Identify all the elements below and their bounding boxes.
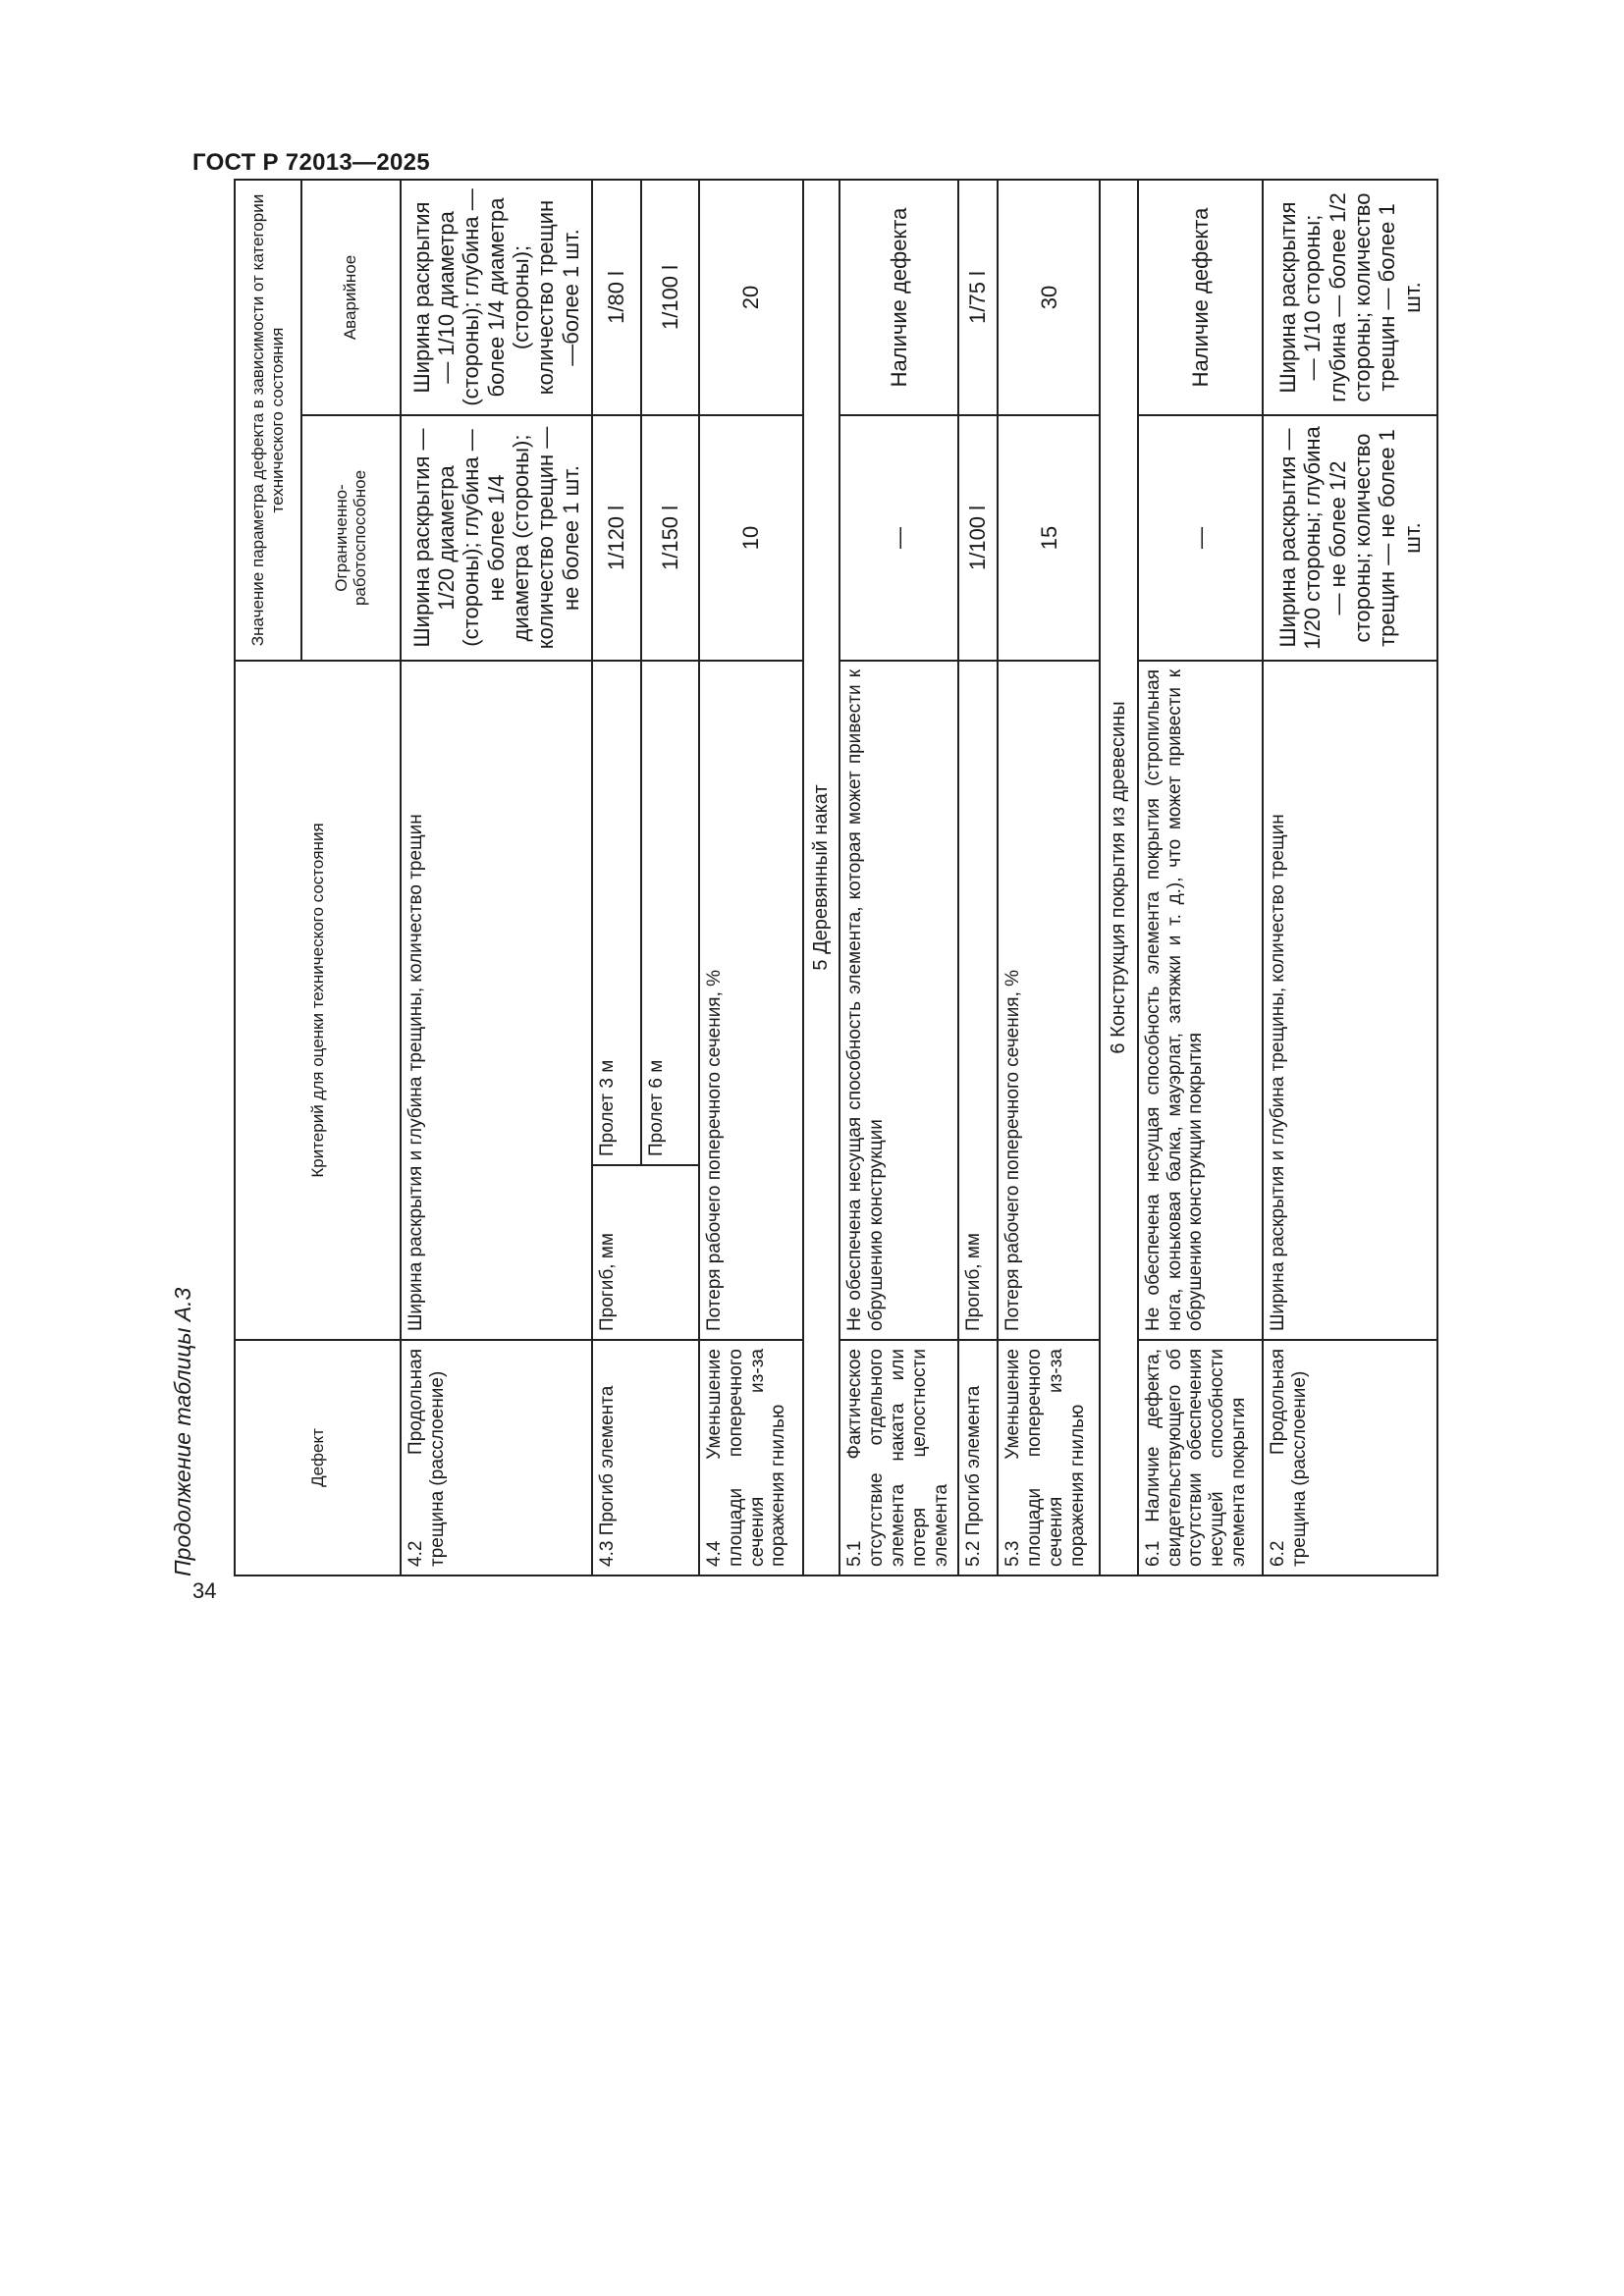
header-criterion: Критерий для оценки технического состояния	[235, 661, 401, 1340]
table-section-row	[1100, 180, 1137, 1575]
defect-4-3: 4.3 Прогиб элемента	[592, 1340, 699, 1575]
section-6-title: 6 Конструкция покрытия из древесины	[1100, 180, 1137, 1575]
limited-6-1: —	[1138, 415, 1263, 661]
criterion-5-3: Потеря рабочего поперечного сечения, %	[998, 661, 1100, 1340]
defect-5-2: 5.2 Прогиб элемента	[958, 1340, 998, 1575]
span-3m: Пролет 3 м	[592, 661, 642, 1165]
limited-5-3: 15	[998, 415, 1100, 661]
table-row	[592, 180, 642, 1575]
criterion-4-2: Ширина раскрытия и глубина трещины, количество трещин	[401, 661, 592, 1340]
defect-6-1: 6.1 Наличие дефекта, свидетельствующего об отсутствии обеспечения несущей способности элемента покрытия	[1138, 1340, 1263, 1575]
header-parameter-group: Значение параметра дефекта в зависимости от категории технического состояния	[235, 180, 301, 661]
defect-5-3: 5.3 Уменьшение площади поперечного сечения из-за поражения гнилью	[998, 1340, 1100, 1575]
table-row	[1263, 180, 1437, 1575]
criterion-4-3: Прогиб, мм	[592, 1165, 699, 1340]
header-defect: Дефект	[235, 1340, 401, 1575]
emergency-4-4: 20	[699, 180, 803, 415]
section-5-title: 5 Деревянный накат	[803, 180, 839, 1575]
table-row	[699, 180, 803, 1575]
table-section-row	[803, 180, 839, 1575]
page-number: 34	[192, 1578, 217, 1603]
table-row	[1138, 180, 1263, 1575]
table-row	[998, 180, 1100, 1575]
emergency-5-3: 30	[998, 180, 1100, 415]
table-header-row	[235, 180, 301, 1575]
table-row	[401, 180, 592, 1575]
limited-4-3-span6: 1/150 l	[641, 415, 699, 661]
limited-4-4: 10	[699, 415, 803, 661]
emergency-6-2: Ширина раскрытия — 1/10 стороны; глубина — более 1/2 стороны; количество трещин — более 1 шт.	[1263, 180, 1437, 415]
emergency-4-2: Ширина раскрытия — 1/10 диаметра (стороны); глубина — более 1/4 диаметра (стороны); количество трещин —более 1 шт.	[401, 180, 592, 415]
defect-6-2: 6.2 Продольная трещина (расслоение)	[1263, 1340, 1437, 1575]
defect-4-2: 4.2 Продольная трещина (расслоение)	[401, 1340, 592, 1575]
criterion-6-1: Не обеспечена несущая способность элемента покрытия (стропильная нога, коньковая балка, мауэрлат, затяжки и т. д.), что может привести к обрушению конструкции покрытия	[1138, 661, 1263, 1340]
criterion-6-2: Ширина раскрытия и глубина трещины, количество трещин	[1263, 661, 1437, 1340]
table-row	[958, 180, 998, 1575]
limited-6-2: Ширина раскрытия — 1/20 стороны; глубина — не более 1/2 стороны; количество трещин — не более 1 шт.	[1263, 415, 1437, 661]
limited-5-2: 1/100 l	[958, 415, 998, 661]
table-caption: Продолжение таблицы А.3	[170, 1287, 195, 1576]
criterion-5-2: Прогиб, мм	[958, 661, 998, 1340]
emergency-5-2: 1/75 l	[958, 180, 998, 415]
header-limited: Ограниченно-работоспособное	[301, 415, 401, 661]
defect-5-1: 5.1 Фактическое отсутствие отдельного элемента наката или потеря целостности элемента	[839, 1340, 957, 1575]
emergency-4-3-span6: 1/100 l	[641, 180, 699, 415]
header-emergency: Аварийное	[301, 180, 401, 415]
criterion-5-1: Не обеспечена несущая способность элемента, которая может привести к обрушению конструкции	[839, 661, 957, 1340]
limited-5-1: —	[839, 415, 957, 661]
table-row	[839, 180, 957, 1575]
defects-table	[234, 179, 1438, 1576]
criterion-4-4: Потеря рабочего поперечного сечения, %	[699, 661, 803, 1340]
limited-4-3-span3: 1/120 l	[592, 415, 642, 661]
limited-4-2: Ширина раскрытия — 1/20 диаметра (стороны); глубина — не более 1/4 диаметра (стороны); количество трещин — не более 1 шт.	[401, 415, 592, 661]
emergency-6-1: Наличие дефекта	[1138, 180, 1263, 415]
emergency-5-1: Наличие дефекта	[839, 180, 957, 415]
standard-designation: ГОСТ Р 72013—2025	[192, 149, 430, 176]
emergency-4-3-span3: 1/80 l	[592, 180, 642, 415]
defect-4-4: 4.4 Уменьшение площади поперечного сечения из-за поражения гнилью	[699, 1340, 803, 1575]
span-6m: Пролет 6 м	[641, 661, 699, 1165]
